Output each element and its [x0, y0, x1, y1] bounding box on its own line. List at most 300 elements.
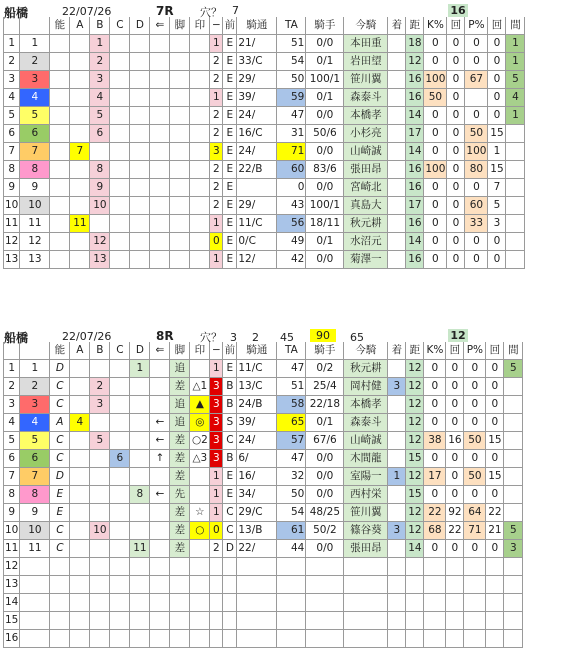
empty-cell: [130, 630, 150, 648]
arrow-mark: ↑: [150, 450, 170, 468]
jockey-record: [237, 179, 277, 197]
time-ability: 57: [277, 432, 306, 450]
jockey-record: 29/: [237, 71, 277, 89]
col-c: [110, 504, 130, 522]
arrow-mark: [150, 107, 170, 125]
interval: 1: [506, 107, 525, 125]
p-percent: 0: [464, 396, 486, 414]
distance: 16: [406, 71, 424, 89]
horse-number: 7: [4, 143, 20, 161]
col-b: 2: [90, 53, 110, 71]
ability-grade: [50, 53, 70, 71]
col-b: 3: [90, 396, 110, 414]
col-d: [130, 89, 150, 107]
interval: 3: [504, 540, 523, 558]
col-a: [70, 504, 90, 522]
time-ability: 56: [277, 215, 306, 233]
current-jockey: 水沼元: [344, 233, 388, 251]
horse-row: [4, 450, 523, 468]
minus-count: 1: [210, 35, 223, 53]
empty-cell: [50, 558, 70, 576]
front-position: B: [223, 378, 237, 396]
current-jockey: 菊澤一: [344, 251, 388, 269]
horse-row: [4, 504, 523, 522]
col-a: [70, 71, 90, 89]
arrow-mark: [150, 251, 170, 269]
col-c: [110, 522, 130, 540]
horse-number: 1: [4, 360, 20, 378]
header-row: [4, 17, 525, 35]
current-jockey: 本橋孝: [344, 396, 388, 414]
col-d: [130, 107, 150, 125]
col-b: 10: [90, 522, 110, 540]
arrow-mark: [150, 378, 170, 396]
finish: 1: [388, 468, 406, 486]
jockey-record: 39/: [237, 89, 277, 107]
k-count: 0: [447, 71, 465, 89]
col-c: [110, 540, 130, 558]
empty-cell: [504, 630, 523, 648]
horse-row: [4, 161, 525, 179]
current-jockey: 秋元耕: [344, 360, 388, 378]
horse-number: 4: [4, 414, 20, 432]
minus-count: 2: [210, 197, 223, 215]
horse-row: [4, 143, 525, 161]
waku-number: 4: [20, 414, 50, 432]
empty-cell: [130, 594, 150, 612]
time-ability: 60: [277, 161, 306, 179]
empty-cell: [504, 576, 523, 594]
jockey-record: 0/C: [237, 233, 277, 251]
minus-count: 2: [210, 71, 223, 89]
finish: [388, 197, 406, 215]
k-count: 0: [447, 143, 465, 161]
finish: [388, 414, 406, 432]
jockey-rate: 50/2: [306, 522, 344, 540]
col-c: [110, 414, 130, 432]
empty-cell: [446, 558, 464, 576]
p-percent: 0: [464, 450, 486, 468]
header-20: 間: [506, 17, 525, 35]
p-count: 0: [486, 360, 504, 378]
p-count: 0: [488, 71, 506, 89]
header-18: P%: [464, 342, 486, 360]
interval: [504, 432, 523, 450]
jockey-record: 39/: [237, 414, 277, 432]
col-c: [110, 179, 130, 197]
prediction-mark: ▲: [190, 396, 210, 414]
interval: [506, 215, 525, 233]
p-count: 0: [486, 450, 504, 468]
horse-number: 13: [4, 251, 20, 269]
time-ability: 47: [277, 107, 306, 125]
current-jockey: 本橋孝: [344, 107, 388, 125]
empty-cell: [277, 630, 306, 648]
current-jockey: 張田昂: [344, 161, 388, 179]
empty-cell: [170, 576, 190, 594]
minus-count: 1: [210, 89, 223, 107]
jockey-record: 12/: [237, 251, 277, 269]
horse-row: [4, 251, 525, 269]
k-percent: 0: [424, 396, 446, 414]
waku-number: 6: [20, 450, 50, 468]
waku-number: 13: [20, 251, 50, 269]
col-a: [70, 35, 90, 53]
empty-cell: [464, 612, 486, 630]
jockey-rate: 0/0: [306, 143, 344, 161]
col-d: [130, 251, 150, 269]
interval: [506, 161, 525, 179]
waku-number: 2: [20, 378, 50, 396]
horse-row: [4, 179, 525, 197]
col-a: [70, 197, 90, 215]
empty-cell: [237, 576, 277, 594]
empty-cell: [446, 594, 464, 612]
empty-cell: [90, 576, 110, 594]
jockey-record: 11/C: [237, 215, 277, 233]
prediction-mark: △3: [190, 450, 210, 468]
interval: [506, 143, 525, 161]
empty-cell: [190, 558, 210, 576]
finish: [388, 107, 406, 125]
p-percent: 0: [464, 360, 486, 378]
col-a: [70, 522, 90, 540]
jockey-rate: 0/0: [306, 107, 344, 125]
current-jockey: 小杉亮: [344, 125, 388, 143]
k-count: 0: [447, 251, 465, 269]
front-position: E: [223, 71, 237, 89]
col-a: [70, 450, 90, 468]
jockey-rate: 0/0: [306, 35, 344, 53]
empty-cell: [388, 630, 406, 648]
empty-cell: [170, 612, 190, 630]
running-style: [170, 215, 190, 233]
k-count: 0: [447, 233, 465, 251]
arrow-mark: [150, 143, 170, 161]
running-style: 差: [170, 522, 190, 540]
col-d: [130, 179, 150, 197]
front-position: E: [223, 161, 237, 179]
horse-row: [4, 378, 523, 396]
ability-grade: C: [50, 540, 70, 558]
distance: 14: [406, 107, 424, 125]
waku-number: 1: [20, 35, 50, 53]
k-count: 0: [446, 468, 464, 486]
empty-cell: [90, 630, 110, 648]
col-b: 2: [90, 378, 110, 396]
ana-label: 穴？: [200, 331, 222, 344]
front-position: S: [223, 414, 237, 432]
finish: [388, 89, 406, 107]
front-position: E: [223, 233, 237, 251]
finish: [388, 125, 406, 143]
header-13: 今騎: [344, 17, 388, 35]
header-15: 距: [406, 17, 424, 35]
p-percent: 67: [465, 71, 488, 89]
running-style: [170, 233, 190, 251]
horse-row: [4, 215, 525, 233]
horse-row: [4, 53, 525, 71]
current-jockey: 山崎誠: [344, 432, 388, 450]
ability-grade: [50, 233, 70, 251]
empty-cell: [306, 558, 344, 576]
empty-cell: [486, 612, 504, 630]
current-jockey: 宮崎北: [344, 179, 388, 197]
minus-count: 1: [210, 468, 223, 486]
empty-cell: [344, 576, 388, 594]
interval: [506, 179, 525, 197]
header-5: ⇐: [150, 17, 170, 35]
col-d: [130, 197, 150, 215]
prediction-mark: ◎: [190, 414, 210, 432]
empty-cell: [70, 630, 90, 648]
p-count: 15: [488, 125, 506, 143]
front-position: E: [223, 107, 237, 125]
distance-tag: 12: [448, 329, 468, 342]
header-14: 着: [388, 342, 406, 360]
minus-count: 1: [210, 504, 223, 522]
distance: 12: [406, 378, 424, 396]
jockey-rate: 18/11: [306, 215, 344, 233]
col-c: [110, 360, 130, 378]
time-ability: 54: [277, 53, 306, 71]
k-percent: 0: [424, 486, 446, 504]
horse-number: 6: [4, 125, 20, 143]
minus-count: 3: [210, 432, 223, 450]
prediction-mark: [190, 161, 210, 179]
ability-grade: C: [50, 450, 70, 468]
ability-grade: [50, 161, 70, 179]
waku-number: 6: [20, 125, 50, 143]
empty-cell: [110, 630, 130, 648]
prediction-mark: [190, 179, 210, 197]
header-11: TA: [277, 342, 306, 360]
p-count: 0: [488, 233, 506, 251]
finish: [388, 71, 406, 89]
arrow-mark: [150, 396, 170, 414]
horse-number: 2: [4, 378, 20, 396]
horse-number: 12: [4, 558, 20, 576]
ability-grade: [50, 125, 70, 143]
k-count: 0: [447, 215, 465, 233]
time-ability: 61: [277, 522, 306, 540]
front-position: E: [223, 360, 237, 378]
empty-cell: [90, 612, 110, 630]
col-c: [110, 107, 130, 125]
ability-grade: C: [50, 378, 70, 396]
empty-cell: [486, 594, 504, 612]
empty-cell: [306, 576, 344, 594]
race-card-8r: [0, 325, 578, 664]
empty-cell: [50, 576, 70, 594]
horse-number: 10: [4, 522, 20, 540]
jockey-rate: 100/1: [306, 71, 344, 89]
time-ability: 0: [277, 179, 306, 197]
horse-row: [4, 107, 525, 125]
front-position: E: [223, 179, 237, 197]
jockey-rate: 0/0: [306, 468, 344, 486]
empty-cell: [237, 630, 277, 648]
col-b: [90, 468, 110, 486]
p-count: 0: [488, 251, 506, 269]
finish: [388, 53, 406, 71]
horse-row: [4, 89, 525, 107]
empty-cell: [90, 594, 110, 612]
prediction-mark: △1: [190, 378, 210, 396]
distance: 16: [406, 215, 424, 233]
minus-count: 3: [210, 450, 223, 468]
prediction-mark: [190, 540, 210, 558]
waku-number: 1: [20, 360, 50, 378]
horse-number: 14: [4, 594, 20, 612]
col-b: 5: [90, 107, 110, 125]
minus-count: 1: [210, 215, 223, 233]
col-c: [110, 35, 130, 53]
empty-cell: [110, 594, 130, 612]
empty-cell: [486, 576, 504, 594]
current-jockey: 木間龍: [344, 450, 388, 468]
col-d: [130, 143, 150, 161]
finish: 3: [388, 522, 406, 540]
arrow-mark: [150, 53, 170, 71]
col-c: [110, 432, 130, 450]
p-count: 15: [486, 468, 504, 486]
front-position: B: [223, 450, 237, 468]
distance: 12: [406, 522, 424, 540]
header-13: 今騎: [344, 342, 388, 360]
finish: [388, 35, 406, 53]
prediction-mark: [190, 197, 210, 215]
minus-count: 3: [210, 378, 223, 396]
empty-cell: [50, 612, 70, 630]
p-count: 7: [488, 179, 506, 197]
header-9: 前: [223, 17, 237, 35]
empty-cell: [388, 594, 406, 612]
header-12: 騎手: [306, 17, 344, 35]
col-d: [130, 450, 150, 468]
col-b: [90, 504, 110, 522]
jockey-rate: 0/0: [306, 251, 344, 269]
jockey-record: 11/C: [237, 360, 277, 378]
running-style: 先: [170, 486, 190, 504]
arrow-mark: [150, 125, 170, 143]
header-20: 間: [504, 342, 523, 360]
finish: [388, 432, 406, 450]
k-percent: 0: [424, 53, 447, 71]
finish: [388, 161, 406, 179]
p-percent: 0: [465, 53, 488, 71]
col-b: 1: [90, 35, 110, 53]
interval: 4: [506, 89, 525, 107]
empty-cell: [170, 594, 190, 612]
ability-grade: D: [50, 360, 70, 378]
minus-count: 2: [210, 161, 223, 179]
ability-grade: [50, 251, 70, 269]
jockey-record: 24/: [237, 432, 277, 450]
k-percent: 38: [424, 432, 446, 450]
track-name: 船橋: [4, 6, 29, 20]
front-position: E: [223, 125, 237, 143]
time-ability: 42: [277, 251, 306, 269]
ability-grade: A: [50, 414, 70, 432]
ability-grade: [50, 71, 70, 89]
empty-cell: [210, 612, 223, 630]
p-percent: 0: [464, 378, 486, 396]
empty-cell: [70, 576, 90, 594]
k-percent: 0: [424, 450, 446, 468]
waku-number: [20, 576, 50, 594]
horse-number: 10: [4, 197, 20, 215]
horse-row: [4, 396, 523, 414]
col-d: [130, 432, 150, 450]
interval: 1: [506, 53, 525, 71]
finish: [388, 360, 406, 378]
ana-label: 穴？: [200, 6, 222, 19]
waku-number: [20, 630, 50, 648]
header-19: 回: [488, 17, 506, 35]
jockey-rate: 0/1: [306, 89, 344, 107]
col-d: [130, 125, 150, 143]
running-style: [170, 161, 190, 179]
horse-row: [4, 612, 523, 630]
jockey-record: 22/B: [237, 161, 277, 179]
empty-cell: [50, 630, 70, 648]
p-count: 21: [486, 522, 504, 540]
front-position: E: [223, 89, 237, 107]
p-percent: 50: [464, 468, 486, 486]
front-position: E: [223, 486, 237, 504]
p-count: 0: [488, 53, 506, 71]
p-percent: 0: [464, 414, 486, 432]
minus-count: 0: [210, 522, 223, 540]
k-count: 0: [447, 35, 465, 53]
col-c: [110, 161, 130, 179]
empty-cell: [70, 594, 90, 612]
finish: [388, 143, 406, 161]
time-ability: 43: [277, 197, 306, 215]
header-3: C: [110, 17, 130, 35]
distance-tag: 16: [448, 4, 468, 17]
col-a: [70, 179, 90, 197]
empty-cell: [306, 630, 344, 648]
jockey-rate: 0/0: [306, 179, 344, 197]
col-a: [70, 233, 90, 251]
col-d: [130, 414, 150, 432]
col-d: [130, 468, 150, 486]
empty-cell: [150, 558, 170, 576]
minus-count: 3: [210, 396, 223, 414]
distance: 12: [406, 504, 424, 522]
k-percent: 17: [424, 468, 446, 486]
waku-number: 2: [20, 53, 50, 71]
k-count: 0: [447, 161, 465, 179]
col-b: 13: [90, 251, 110, 269]
horse-number: 2: [4, 53, 20, 71]
header-17: 回: [446, 342, 464, 360]
col-b: [90, 486, 110, 504]
front-position: C: [223, 432, 237, 450]
jockey-record: 33/C: [237, 53, 277, 71]
empty-cell: [110, 576, 130, 594]
k-percent: 0: [424, 107, 447, 125]
ability-grade: [50, 107, 70, 125]
front-position: E: [223, 197, 237, 215]
col-a: [70, 53, 90, 71]
ability-grade: [50, 197, 70, 215]
empty-cell: [190, 594, 210, 612]
k-percent: 0: [424, 360, 446, 378]
prediction-mark: ☆: [190, 504, 210, 522]
